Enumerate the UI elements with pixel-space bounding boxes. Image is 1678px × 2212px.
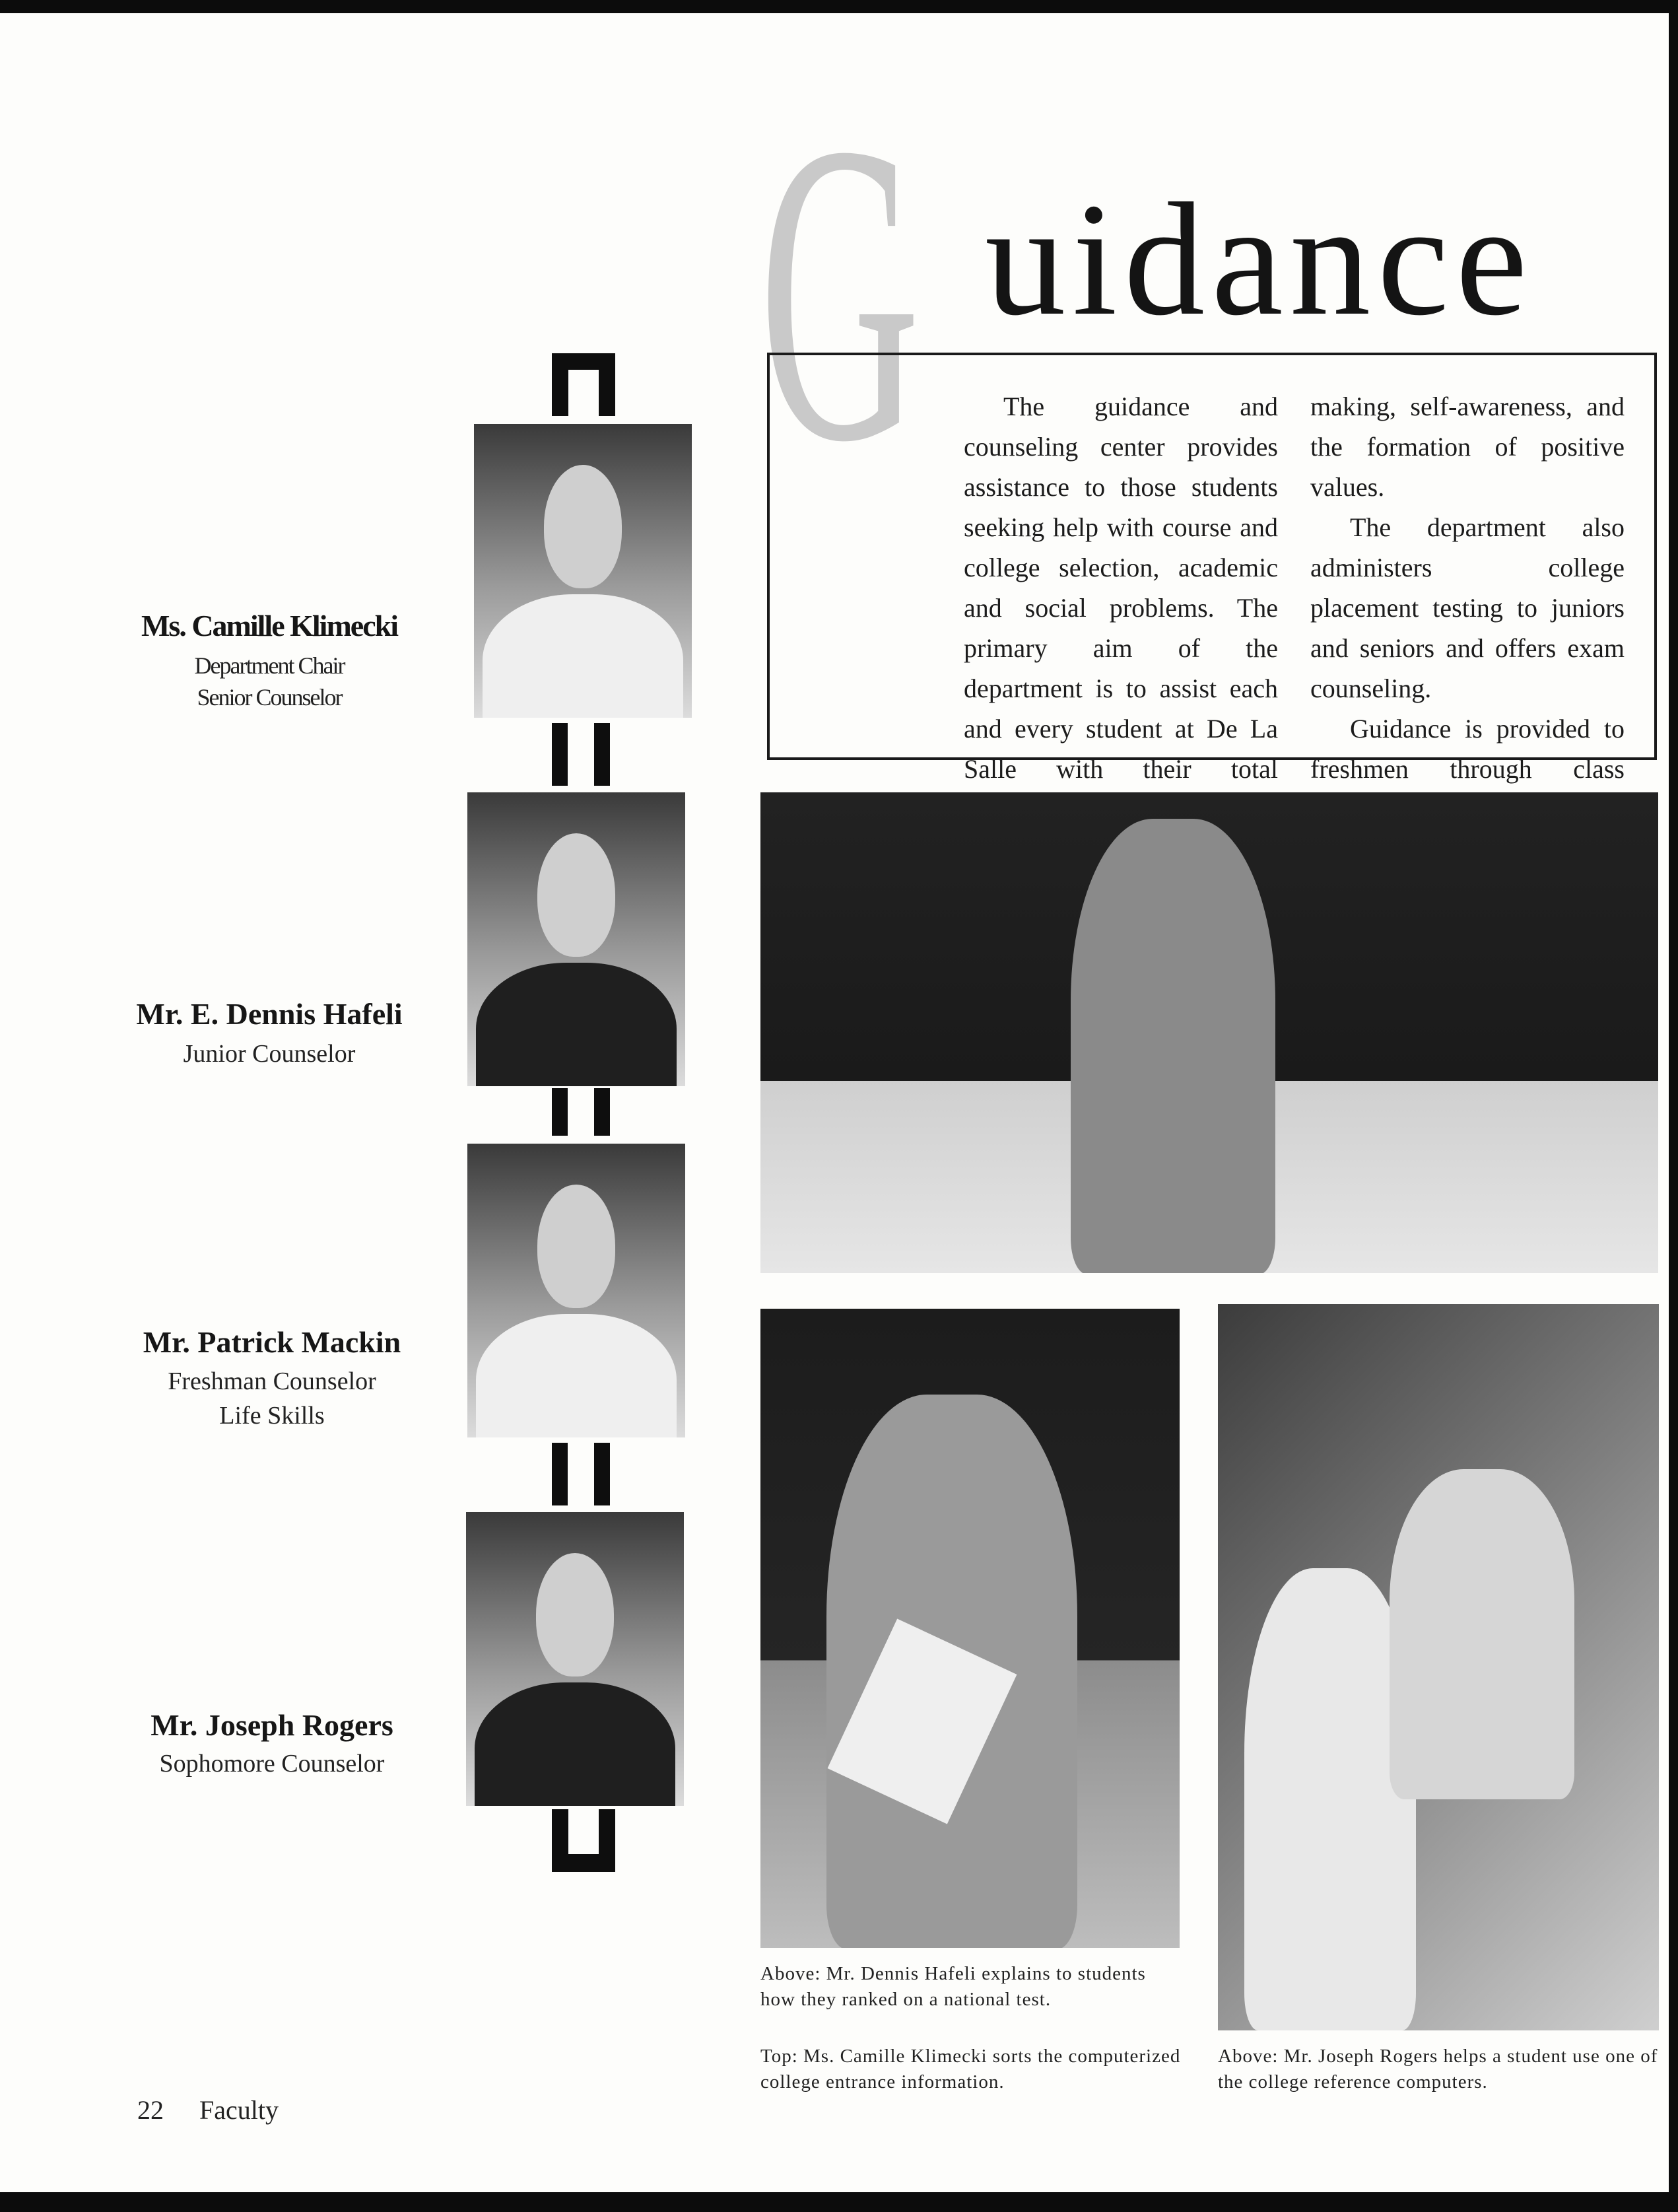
page-number: 22 (137, 2095, 164, 2125)
portrait-head (537, 833, 616, 957)
staff-name: Mr. E. Dennis Hafeli (136, 997, 403, 1031)
photo-figure (1071, 819, 1275, 1273)
connector-notch (568, 370, 599, 417)
staff-name: Mr. Joseph Rogers (151, 1708, 393, 1742)
page-title: uidance (985, 170, 1534, 349)
top-border (0, 0, 1678, 13)
portrait-head (544, 465, 622, 588)
staff-role: Freshman Counselor (168, 1367, 376, 1395)
staff-role: Sophomore Counselor (159, 1750, 385, 1778)
staff-name: Mr. Patrick Mackin (143, 1325, 401, 1359)
staff-name: Ms. Camille Klimecki (141, 609, 397, 642)
portrait-body (483, 594, 683, 718)
staff-role: Life Skills (219, 1402, 325, 1430)
connector-bar (552, 1088, 568, 1136)
portrait-body (475, 1682, 675, 1806)
staff-role: Junior Counselor (183, 1040, 356, 1068)
photo-figure (1390, 1469, 1574, 1799)
portrait-hafeli (467, 792, 685, 1086)
portrait-mackin (467, 1144, 685, 1437)
caption-klimecki: Top: Ms. Camille Klimecki sorts the computerized college entrance information. (760, 2046, 1181, 2092)
bottom-border (0, 2192, 1678, 2212)
photo-rogers-library (1218, 1304, 1659, 2030)
staff-role: Department Chair (194, 652, 345, 679)
staff-role: Senior Counselor (197, 684, 342, 710)
connector-bar (594, 1088, 610, 1136)
right-border (1669, 0, 1678, 2212)
connector-bar (552, 723, 568, 786)
section-label: Faculty (199, 2095, 279, 2125)
connector-notch (568, 1808, 599, 1854)
portrait-head (536, 1553, 615, 1676)
portrait-klimecki (474, 424, 692, 718)
title-initial: G (759, 55, 921, 530)
portrait-rogers (466, 1512, 684, 1806)
portrait-body (476, 963, 677, 1086)
portrait-head (537, 1185, 616, 1308)
caption-rogers: Above: Mr. Joseph Rogers helps a student use one of the college reference computers. (1218, 2046, 1658, 2092)
portrait-body (476, 1314, 677, 1437)
intro-paragraph: making, self-awareness, and the formation of positive values. (1310, 392, 1625, 502)
photo-klimecki-chalkboard (760, 792, 1658, 1273)
caption-hafeli: Above: Mr. Dennis Hafeli explains to students how they ranked on a national test. (760, 1963, 1146, 2010)
intro-paragraph: The department also administers college placement testing to juniors and seniors and offers exam counseling. (1310, 512, 1625, 703)
connector-bar (594, 723, 610, 786)
photo-hafeli-classroom (760, 1309, 1180, 1948)
connector-bar (552, 1443, 568, 1505)
connector-bar (594, 1443, 610, 1505)
intro-paragraph: The guidance and counseling center provides assistance to those students seeking help with course and college selection, academic and social problems. The primary aim of the department is to assist each and every student at De La Salle with their total (964, 392, 1278, 784)
intro-paragraph: Guidance is provided to freshmen through class (1310, 714, 1625, 784)
